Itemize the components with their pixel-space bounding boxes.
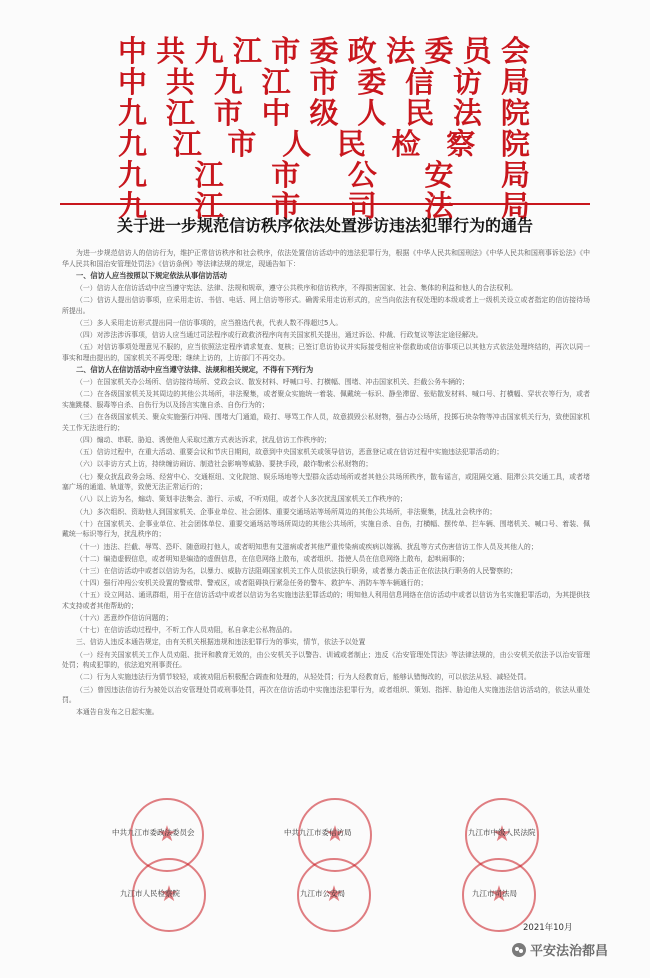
body-paragraph: （八）以上访为名，煽动、策划非法集会、游行、示威，不听劝阻，或者个人多次扰乱国家机关工作秩序的； <box>76 495 407 504</box>
signatory: 九江市人民检察院 <box>120 889 180 898</box>
body-paragraph: （三）曾因违法信访行为被处以治安管理处罚或刑事处罚，再次在信访活动中实施违法犯罪行为，或者组织、策划、指挥、胁迫他人实施违法信访活动的，依法从重处罚。 <box>62 685 590 705</box>
issuer-header <box>118 36 530 222</box>
wechat-icon <box>512 943 526 957</box>
signatory: 九江市中级人民法院 <box>468 828 536 837</box>
body-paragraph: 为进一步规范信访人的信访行为，维护正常信访秩序和社会秩序，依法处置信访活动中的违法犯罪行为，根据《中华人民共和国刑法》《中华人民共和国刑事诉讼法》《中华人民共和国治安管理处罚法》《信访条例》等法律法规的规定，现通告如下： <box>62 249 590 268</box>
body-paragraph: （四）煽动、串联、胁迫、诱使他人采取过激方式表达诉求，扰乱信访工作秩序的； <box>76 436 331 445</box>
body-paragraph: （十四）强行冲闯公安机关设置的警戒带、警戒区，或者阻碍执行紧急任务的警车、救护车、消防车等车辆通行的； <box>76 579 428 588</box>
issuer-line: 九 江 市 公 安 局 <box>118 158 530 192</box>
signatory: 中共九江市委信访局 <box>284 828 352 837</box>
body-paragraph: 三、信访人违反本通告规定，由有关机关根据违规和违法犯罪行为的事实，情节，依法予以处置 <box>76 638 366 647</box>
body-paragraph: （五）信访过程中，在重大活动、重要会议和节庆日期间，故意到中央国家机关或领导信访，恶意登记或在信访过程中实施违法犯罪活动的； <box>76 448 504 457</box>
body-paragraph: （十五）设立网站、通讯群组，用于在信访活动中或者以信访为名实施违法犯罪活动的；明知他人利用信息网络在信访活动中或者以信访为名实施犯罪活动，为其提供技术支持或者其他帮助的； <box>62 591 590 610</box>
body-paragraph: （十）在国家机关、企事业单位、社会团体单位、重要交通场站等场所周边的其他公共场所，实施自杀、自伤，打横幅、摆传单、拦车辆、围堵机关、喊口号、着装、佩戴统一标识等行为，扰乱秩序的； <box>62 519 590 539</box>
account-watermark <box>512 940 608 959</box>
body-paragraph: （一）在国家机关办公场所、信访接待场所、党政会议、散发材料、呼喊口号、打横幅、围堵、冲击国家机关、拦截公务车辆的； <box>76 378 469 387</box>
body-paragraph: （十七）在信访活动过程中，不听工作人员劝阻，私自拿走公私物品的。 <box>76 626 297 635</box>
body-paragraph: （一）经有关国家机关工作人员劝阻、批评和教育无效的，由公安机关予以警告、训诫或者制止；违反《治安管理处罚法》等法律法规的，由公安机关依法予以治安管理处罚；构成犯罪的，依法追究刑事责任。 <box>62 650 590 670</box>
issuer-line: 中 共 九 江 市 委 信 访 局 <box>118 65 530 99</box>
section-heading: 一、信访人应当按照以下规定依法从事信访活动 <box>76 270 227 280</box>
body-paragraph: （十六）恶意炒作信访问题的； <box>76 614 173 623</box>
body-paragraph: （三）在各级国家机关、聚众实施强行冲闯、围堵大门通道，殴打、辱骂工作人员，故意损毁公私财物，强占办公场所，投掷石块杂物等冲击国家机关行为，致使国家机关工作无法进行的； <box>62 413 590 432</box>
signatory: 中共九江市委政法委员会 <box>112 828 195 837</box>
notice-title: 关于进一步规范信访秩序依法处置涉访违法犯罪行为的通告 <box>116 216 533 235</box>
body-paragraph: （七）聚众扰乱政务会场、经营中心、交通枢纽、文化院馆、娱乐场地等大型群众活动场所或者其他公共场所秩序，散布谣言，或阻隔交通、阻滞公共交通工具，或者堵塞广场的通道、轨道等，致使无法正常运行的； <box>62 472 590 492</box>
body-paragraph: （五）对信访事项处理意见不服的，应当依照法定程序请求复查、复核；已签订息访协议并实际接受相应补偿救助或信访事项已以其他方式依法处理终结的，再次以同一事实和理由提出的，国家机关不再受理；继续上访的，上访部门不再交办。 <box>62 343 590 362</box>
body-paragraph: （十二）编造虚假信息，或者明知是编造的虚假信息，在信息网络上散布，或者组织、指使人员在信息网络上散布，起哄闹事的； <box>76 554 469 563</box>
body-paragraph: （二）行为人实施违法行为情节较轻，或被劝阻后积极配合调查和处理的，从轻处罚；行为人经教育后，能够认错悔改的，可以依法从轻、减轻处罚。 <box>76 673 531 682</box>
issuer-line: 九 江 市 司 法 局 <box>118 189 530 223</box>
red-divider <box>60 203 590 205</box>
body-paragraph: （十三）在信访活动中或者以信访为名，以暴力、威胁方法阻碍国家机关工作人员依法执行职务，或者暴力袭击正在依法执行职务的人民警察的； <box>76 566 517 575</box>
body-paragraph: （三）多人采用走访形式提出同一信访事项的，应当推选代表，代表人数不得超过5人。 <box>76 318 343 327</box>
issuer-line: 九 江 市 中 级 人 民 法 院 <box>118 96 530 130</box>
body-paragraph: （十一）违法、拦截、辱骂、恐吓、随意殴打他人，或者明知患有艾滋病或者其他严重传染病或疾病以嫁祸、扰乱等方式伤害信访工作人员及其他人的； <box>76 542 538 551</box>
signatory: 九江市司法局 <box>472 889 517 898</box>
notice-body <box>62 248 590 720</box>
issue-date: 2021年10月 <box>523 923 573 933</box>
body-paragraph: （六）以非访方式上访，持续缠访闹访、制造社会影响等威胁、要挟手段，敲诈勒索公私财物的； <box>76 460 373 469</box>
body-paragraph: （九）多次组织、资助他人到国家机关、企事业单位、社会团体、重要交通场站等场所周边的其他公共场所，非法聚集，扰乱社会秩序的； <box>76 507 497 516</box>
body-paragraph: （二）信访人提出信访事项，应采用走访、书信、电话、网上信访等形式。确需采用走访形式的，应当向依法有权处理的本级或者上一级机关设立或者指定的信访接待场所提出。 <box>62 296 590 315</box>
body-paragraph: （二）在各级国家机关及其周边的其他公共场所，非法聚集，或者聚众实施统一着装、佩戴统一标识、静坐滞留、张贴散发材料、喊口号、打横幅、穿状衣等行为，或者实施跳楼、服毒等自杀、自伤行为以及扬言实施自杀、自伤行为的； <box>62 390 590 410</box>
issuer-line: 九 江 市 人 民 检 察 院 <box>118 127 530 161</box>
body-paragraph: （一）信访人在信访活动中应当遵守宪法、法律、法规和规章，遵守公共秩序和信访秩序，不得损害国家、社会、集体的利益和他人的合法权利。 <box>76 283 517 292</box>
issuer-line: 中 共 九 江 市 委 政 法 委 员 会 <box>118 34 530 68</box>
section-heading: 二、信访人在信访活动中应当遵守法律、法规和相关规定，不得有下列行为 <box>76 365 314 375</box>
body-paragraph: 本通告自发布之日起实施。 <box>76 708 159 717</box>
signatory: 九江市公安局 <box>300 889 345 898</box>
body-paragraph: （四）对涉法涉诉事项，信访人应当通过司法程序或行政救济程序向有关国家机关提出，通过诉讼、仲裁、行政复议等法定途径解决。 <box>76 331 483 340</box>
account-name: 平安法治都昌 <box>530 944 609 959</box>
